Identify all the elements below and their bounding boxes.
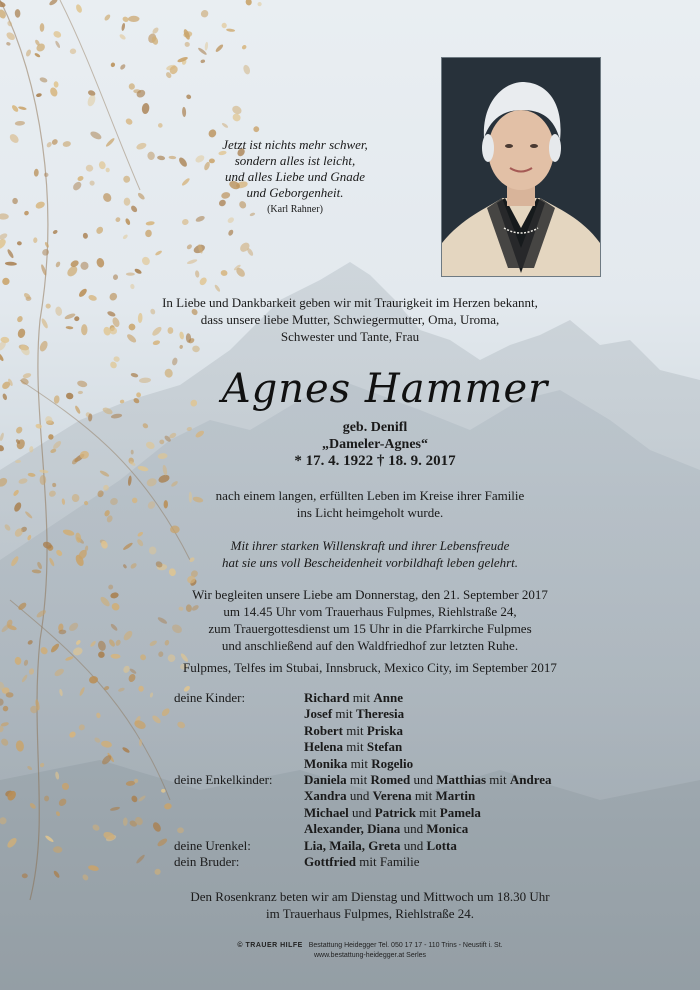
leaf-shape	[155, 250, 163, 256]
leaf-shape	[38, 340, 49, 353]
leaf-shape	[192, 345, 201, 353]
leaf-shape	[15, 9, 21, 18]
family-connector: mit	[411, 788, 436, 804]
leaf-shape	[6, 41, 11, 46]
family-members	[304, 723, 610, 739]
leaf-shape	[85, 164, 94, 172]
family-connector: mit	[343, 722, 367, 738]
family-label	[140, 788, 304, 804]
leaf-shape	[49, 86, 59, 97]
leaf-shape	[6, 248, 14, 258]
intro-line: In Liebe und Dankbarkeit geben wir mit Traurigkeit im Herzen bekannt,	[162, 295, 538, 310]
leaf-shape	[200, 59, 205, 64]
leaf-shape	[35, 423, 42, 429]
family-connector: und	[400, 837, 427, 853]
family-label	[140, 739, 304, 755]
leaf-shape	[95, 225, 104, 235]
leaf-shape	[110, 62, 116, 68]
family-member-name: Gottfried	[304, 854, 356, 870]
leaf-shape	[65, 392, 74, 400]
leaf-shape	[186, 258, 197, 265]
leaf-shape	[66, 326, 74, 330]
leaf-shape	[0, 352, 5, 361]
leaf-shape	[135, 142, 147, 151]
leaf-shape	[17, 328, 27, 339]
family-row	[140, 805, 610, 821]
family-member-name: Stefan	[366, 739, 403, 755]
leaf-shape	[113, 274, 119, 280]
leaf-shape	[130, 372, 138, 378]
life-dates: * 17. 4. 1922 † 18. 9. 2017	[294, 453, 456, 469]
leaf-shape	[15, 425, 24, 434]
leaf-shape	[0, 213, 9, 219]
paragraph-line: und anschließend auf den Waldfriedhof zur letzten Ruhe.	[221, 638, 519, 653]
leaf-shape	[137, 192, 146, 201]
leaf-shape	[70, 48, 77, 54]
leaf-shape	[184, 41, 190, 47]
family-connector: mit	[347, 755, 372, 771]
family-member-name: Michael	[304, 804, 349, 820]
leaf-shape	[145, 221, 154, 226]
family-connector: mit	[349, 690, 374, 705]
family-row	[140, 723, 610, 739]
leaf-shape	[126, 273, 135, 276]
footer-line-2: www.bestattung-heidegger.at Serles	[313, 952, 427, 959]
leaf-shape	[54, 40, 61, 48]
leaf-shape	[39, 76, 48, 83]
leaf-shape	[214, 284, 221, 293]
leaf-shape	[186, 243, 193, 250]
family-connector: und	[400, 821, 427, 837]
family-row	[140, 739, 610, 755]
family-label	[140, 772, 304, 788]
leaf-shape	[35, 200, 46, 210]
leaf-shape	[108, 291, 119, 302]
family-member-name: Rogelio	[371, 755, 414, 771]
family-member-name: Patrick	[374, 804, 416, 820]
family-member-name: Anne	[373, 690, 403, 705]
leaf-shape	[128, 83, 135, 90]
leaf-shape	[86, 94, 97, 108]
leaf-shape	[125, 218, 132, 226]
leaf-shape	[62, 141, 71, 148]
leaf-shape	[164, 368, 174, 378]
leaf-shape	[41, 248, 50, 257]
family-connector: mit	[343, 739, 367, 755]
family-row	[140, 772, 610, 788]
leaf-shape	[36, 93, 42, 98]
quote-line: sondern alles ist leicht,	[234, 153, 356, 168]
intro-line: Schwester und Tante, Frau	[280, 329, 420, 344]
leaf-shape	[157, 155, 166, 160]
leaf-shape	[40, 318, 49, 330]
leaf-shape	[98, 161, 106, 170]
family-member-name: Monica	[426, 821, 469, 837]
footer-contact: Bestattung Heidegger Tel. 050 17 17 - 110 Trins - Neustift i. St.	[308, 942, 503, 949]
leaf-shape	[55, 306, 63, 316]
paragraph-line: ins Licht heimgeholt wurde.	[296, 505, 444, 520]
family-members	[304, 739, 610, 755]
deceased-name: Agnes Hammer	[221, 366, 549, 412]
family-member-name: Lotta	[426, 837, 457, 853]
maiden-name: geb. Denifl	[342, 420, 408, 435]
quote-author: (Karl Rahner)	[267, 204, 323, 215]
leaf-shape	[128, 16, 139, 22]
leaf-shape	[130, 283, 135, 289]
leaf-shape	[103, 13, 111, 21]
family-members	[304, 805, 610, 821]
family-label-text: deine Enkelkinder:	[174, 772, 273, 788]
leaf-shape	[221, 122, 229, 129]
leaf-shape	[78, 287, 89, 298]
leaf-shape	[5, 261, 17, 265]
leaf-shape	[252, 125, 260, 133]
leaf-shape	[134, 268, 143, 275]
leaf-shape	[221, 22, 227, 28]
family-connector: mit	[332, 706, 357, 722]
leaf-shape	[23, 210, 29, 216]
passing-paragraph	[170, 487, 570, 521]
leaf-shape	[77, 380, 88, 388]
leaf-shape	[199, 8, 209, 18]
leaf-shape	[33, 237, 38, 243]
leaf-shape	[46, 141, 53, 148]
leaf-shape	[124, 197, 131, 205]
leaf-shape	[171, 357, 178, 366]
family-member-name: Theresia	[356, 706, 405, 722]
leaf-shape	[88, 294, 98, 302]
leaf-shape	[34, 169, 39, 177]
leaf-shape	[136, 392, 141, 397]
family-member-name: Romed	[370, 772, 411, 788]
leaf-shape	[204, 42, 208, 51]
leaf-shape	[80, 261, 90, 271]
leaf-shape	[45, 303, 51, 309]
family-connector: mit Familie	[355, 854, 420, 870]
leaf-shape	[107, 310, 117, 317]
footer-brand: © TRAUER HILFE	[237, 942, 303, 949]
leaf-shape	[8, 132, 20, 144]
family-member-name: Matthias	[436, 772, 487, 788]
leaf-shape	[185, 94, 192, 100]
family-member-name: Alexander, Diana	[304, 821, 401, 837]
family-label-text: dein Bruder:	[174, 854, 240, 870]
family-member-name: Josef	[304, 706, 333, 722]
family-member-name: Lia, Maila, Greta	[304, 837, 401, 853]
family-connector: mit	[486, 772, 510, 788]
leaf-shape	[77, 175, 85, 182]
leaf-shape	[220, 269, 228, 276]
family-members	[304, 690, 610, 706]
footer	[190, 941, 550, 961]
family-member-name: Daniela	[304, 772, 347, 788]
leaf-shape	[195, 270, 200, 278]
leaf-shape	[182, 107, 187, 117]
leaf-shape	[53, 395, 60, 404]
family-label	[140, 756, 304, 772]
family-member-name: Martin	[435, 788, 476, 804]
leaf-shape	[18, 106, 27, 111]
leaf-shape	[16, 315, 24, 323]
family-member-name: Pamela	[439, 804, 481, 820]
leaf-shape	[75, 4, 83, 14]
leaf-shape	[52, 30, 62, 39]
leaf-shape	[89, 130, 103, 141]
leaf-shape	[198, 276, 208, 286]
tribute-paragraph	[160, 537, 580, 571]
leaf-shape	[78, 391, 83, 394]
family-member-name: Helena	[304, 739, 343, 755]
rosary-paragraph	[140, 888, 600, 922]
leaf-shape	[141, 103, 150, 115]
family-member-name: Xandra	[304, 788, 347, 804]
family-row	[140, 838, 610, 854]
leaf-shape	[105, 137, 116, 148]
maiden-name-block	[250, 419, 500, 453]
quote-line: und alles Liebe und Gnade	[224, 169, 366, 184]
leaf-shape	[22, 372, 31, 379]
leaf-shape	[139, 377, 151, 383]
family-member-name: Richard	[304, 690, 350, 705]
leaf-shape	[140, 255, 151, 266]
family-members	[304, 772, 610, 788]
leaf-shape	[11, 104, 20, 113]
leaf-shape	[147, 151, 155, 160]
leaf-shape	[82, 232, 88, 239]
family-label-text: deine Kinder:	[174, 690, 246, 705]
leaf-shape	[2, 393, 8, 401]
leaf-shape	[43, 172, 49, 178]
leaf-shape	[25, 49, 32, 58]
family-row	[140, 788, 610, 804]
paragraph-line: Den Rosenkranz beten wir am Dienstag und Mittwoch um 18.30 Uhr	[190, 889, 550, 904]
family-label	[140, 723, 304, 739]
leaf-shape	[71, 180, 83, 192]
leaf-shape	[113, 356, 121, 363]
family-member-name: Verena	[372, 788, 412, 804]
leaf-shape	[122, 234, 128, 240]
leaf-shape	[241, 44, 247, 50]
quote-line: und Geborgenheit.	[246, 185, 344, 200]
leaf-shape	[81, 324, 87, 335]
portrait-photo	[442, 58, 600, 276]
leaf-shape	[242, 64, 251, 75]
leaf-shape	[215, 43, 225, 53]
leaf-shape	[181, 218, 189, 225]
leaf-shape	[119, 33, 127, 40]
family-row	[140, 756, 610, 772]
family-members	[304, 854, 610, 870]
leaf-shape	[106, 168, 110, 173]
family-list	[140, 690, 610, 870]
leaf-shape	[119, 63, 126, 70]
leaf-shape	[157, 122, 163, 128]
leaf-shape	[40, 23, 45, 32]
family-member-name: Robert	[304, 722, 343, 738]
leaf-shape	[15, 121, 25, 126]
paragraph-line: nach einem langen, erfüllten Leben im Kreise ihrer Familie	[215, 488, 525, 503]
leaf-shape	[121, 23, 126, 31]
leaf-shape	[40, 475, 47, 485]
family-label	[140, 805, 304, 821]
leaf-shape	[89, 180, 96, 187]
leaf-shape	[101, 192, 112, 204]
leaf-shape	[74, 405, 81, 415]
family-label	[140, 706, 304, 722]
paragraph-line: hat sie uns voll Bescheidenheit vorbildhaft leben gelehrt.	[221, 555, 519, 570]
family-members	[304, 788, 610, 804]
family-connector: und	[410, 772, 437, 788]
family-row	[140, 706, 610, 722]
family-member-name: Priska	[366, 722, 403, 738]
leaf-shape	[245, 0, 252, 6]
announcement-intro	[120, 294, 580, 345]
leaf-shape	[52, 229, 58, 235]
leaf-shape	[145, 229, 153, 238]
paragraph-line: zum Trauergottesdienst um 15 Uhr in die Pfarrkirche Fulpmes	[208, 621, 532, 636]
leaf-shape	[227, 229, 234, 237]
family-members	[304, 756, 610, 772]
footer-line-1	[190, 941, 550, 951]
family-label-text: deine Urenkel:	[174, 837, 251, 853]
family-connector: und	[346, 788, 373, 804]
leaf-shape	[48, 0, 58, 6]
funeral-paragraph	[140, 586, 600, 654]
family-members	[304, 821, 610, 837]
family-label	[140, 690, 304, 706]
leaf-shape	[123, 175, 131, 183]
leaf-shape	[34, 52, 41, 58]
leaf-shape	[74, 316, 80, 322]
leaf-shape	[115, 216, 122, 223]
places-line: Fulpmes, Telfes im Stubai, Innsbruck, Mexico City, im September 2017	[183, 660, 557, 675]
nickname: „Dameler-Agnes“	[321, 437, 428, 452]
leaf-shape	[179, 345, 183, 350]
leaf-shape	[53, 81, 58, 88]
family-label	[140, 838, 304, 854]
intro-line: dass unsere liebe Mutter, Schwiegermutter, Oma, Uroma,	[200, 312, 500, 327]
paragraph-line: Wir begleiten unsere Liebe am Donnerstag, den 21. September 2017	[192, 587, 548, 602]
family-connector: und	[348, 804, 375, 820]
leaf-shape	[231, 112, 242, 123]
family-member-name: Andrea	[509, 772, 552, 788]
family-row	[140, 821, 610, 837]
quote-line: Jetzt ist nichts mehr schwer,	[222, 137, 368, 152]
quote-block	[175, 137, 415, 218]
leaf-shape	[130, 204, 139, 213]
leaf-shape	[2, 278, 10, 286]
family-member-name: Monika	[304, 755, 348, 771]
leaf-shape	[125, 117, 134, 126]
paragraph-line: Mit ihrer starken Willenskraft und ihrer Lebensfreude	[230, 538, 510, 553]
leaf-shape	[96, 257, 106, 268]
paragraph-line: um 14.45 Uhr vom Trauerhaus Fulpmes, Riehlstraße 24,	[223, 604, 517, 619]
family-connector: mit	[415, 804, 440, 820]
leaf-shape	[226, 28, 235, 32]
family-label	[140, 854, 304, 870]
leaf-shape	[257, 2, 262, 7]
family-row	[140, 854, 610, 870]
family-members	[304, 838, 610, 854]
leaf-shape	[0, 444, 5, 453]
leaf-shape	[20, 377, 30, 386]
leaf-shape	[0, 432, 5, 441]
family-label	[140, 821, 304, 837]
paragraph-line: im Trauerhaus Fulpmes, Riehlstraße 24.	[266, 906, 474, 921]
leaf-shape	[17, 241, 22, 246]
leaf-shape	[12, 198, 18, 204]
leaf-shape	[51, 138, 59, 146]
leaf-shape	[55, 261, 61, 268]
family-connector: mit	[346, 772, 371, 788]
family-row	[140, 690, 610, 706]
family-members	[304, 706, 610, 722]
